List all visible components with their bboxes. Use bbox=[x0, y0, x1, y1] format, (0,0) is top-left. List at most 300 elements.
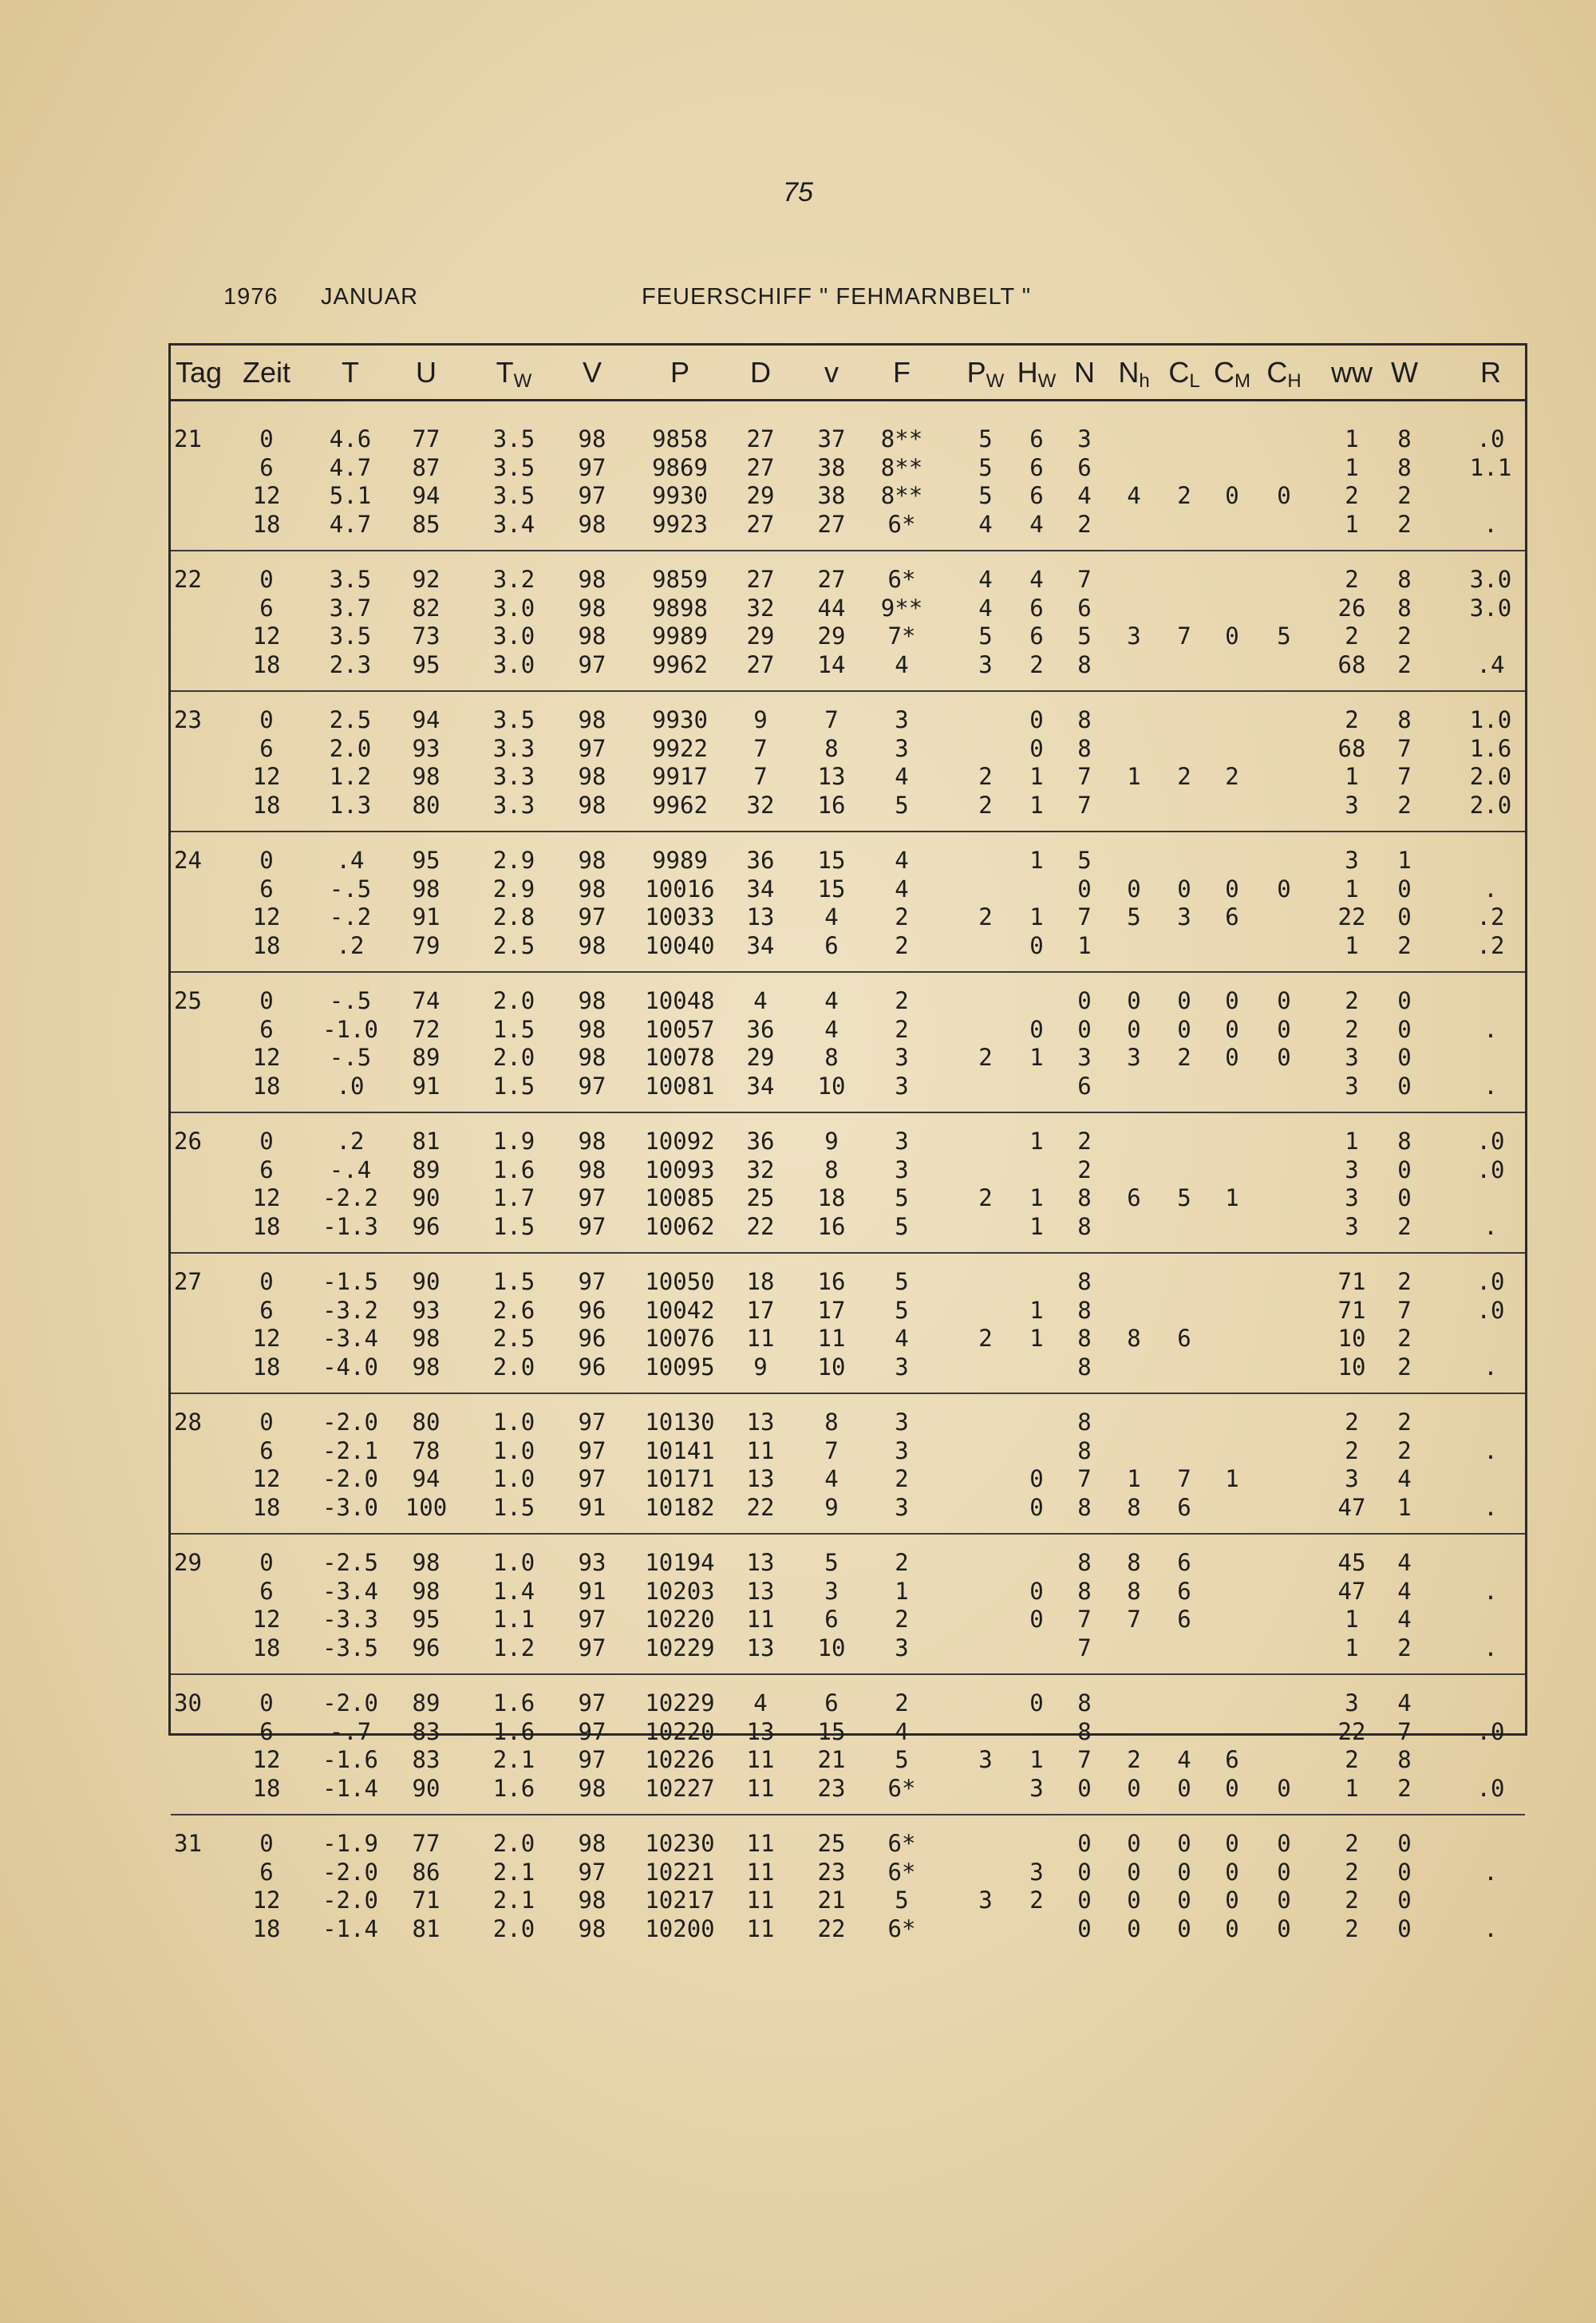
cell-W: 0 bbox=[1397, 1015, 1412, 1043]
day-tag: 30 bbox=[174, 1689, 202, 1717]
cell-T: -1.0 bbox=[322, 1015, 378, 1043]
cell-Nh: 8 bbox=[1127, 1493, 1141, 1521]
page-number: 75 bbox=[783, 177, 813, 207]
cell-P: 10171 bbox=[645, 1465, 715, 1492]
cell-U: 98 bbox=[412, 1549, 440, 1576]
cell-v: 8 bbox=[824, 1408, 839, 1436]
cell-W: 0 bbox=[1397, 1858, 1412, 1886]
cell-F: 2 bbox=[895, 1606, 909, 1633]
cell-P: 9930 bbox=[652, 482, 708, 509]
cell-N: 8 bbox=[1077, 706, 1092, 733]
cell-N: 0 bbox=[1077, 987, 1092, 1014]
cell-Tw: 1.5 bbox=[492, 1212, 535, 1240]
cell-v: 14 bbox=[817, 650, 846, 678]
cell-P: 10092 bbox=[645, 1128, 715, 1155]
cell-Hw: 1 bbox=[1029, 763, 1044, 790]
cell-Hw: 4 bbox=[1029, 566, 1044, 593]
cell-F: 4 bbox=[895, 875, 909, 903]
data-table bbox=[168, 343, 1527, 1942]
cell-V: 98 bbox=[578, 791, 606, 819]
cell-N: 6 bbox=[1077, 594, 1092, 622]
day-block-31 bbox=[171, 1830, 1525, 1970]
cell-R: 2.0 bbox=[1469, 763, 1512, 790]
cell-W: 0 bbox=[1397, 1184, 1412, 1211]
cell-N: 1 bbox=[1077, 931, 1092, 959]
cell-Hw: 1 bbox=[1029, 1325, 1044, 1352]
cell-T: -1.6 bbox=[322, 1746, 378, 1773]
cell-D: 27 bbox=[746, 510, 775, 538]
cell-CH: 0 bbox=[1277, 1914, 1291, 1942]
cell-V: 98 bbox=[578, 847, 606, 874]
header-zeit: Zeit bbox=[242, 356, 291, 389]
cell-v: 6 bbox=[824, 1689, 839, 1717]
cell-U: 80 bbox=[412, 791, 440, 819]
day-block-22 bbox=[171, 566, 1525, 706]
cell-CM: 6 bbox=[1225, 903, 1239, 930]
cell-P: 10048 bbox=[645, 987, 715, 1014]
cell-zeit: 18 bbox=[252, 650, 281, 678]
block-separator bbox=[171, 1814, 1525, 1815]
cell-T: -3.4 bbox=[322, 1325, 378, 1352]
cell-W: 4 bbox=[1397, 1577, 1412, 1605]
cell-v: 8 bbox=[824, 1044, 839, 1071]
cell-U: 80 bbox=[412, 1408, 440, 1436]
cell-T: -2.2 bbox=[322, 1184, 378, 1211]
cell-ww: 2 bbox=[1345, 1408, 1359, 1436]
cell-V: 97 bbox=[578, 1408, 606, 1436]
cell-W: 4 bbox=[1397, 1465, 1412, 1492]
cell-Nh: 0 bbox=[1127, 1886, 1141, 1914]
cell-v: 5 bbox=[824, 1549, 839, 1576]
cell-V: 98 bbox=[578, 1830, 606, 1857]
cell-V: 98 bbox=[578, 1156, 606, 1183]
cell-R: . bbox=[1483, 1858, 1498, 1886]
cell-zeit: 0 bbox=[259, 425, 274, 452]
cell-CM: 0 bbox=[1225, 875, 1239, 903]
cell-V: 97 bbox=[578, 482, 606, 509]
cell-N: 8 bbox=[1077, 1577, 1092, 1605]
block-separator bbox=[171, 1533, 1525, 1535]
cell-ww: 1 bbox=[1345, 1606, 1359, 1633]
block-separator bbox=[171, 1252, 1525, 1254]
cell-N: 6 bbox=[1077, 453, 1092, 481]
cell-N: 8 bbox=[1077, 1436, 1092, 1464]
cell-V: 97 bbox=[578, 1746, 606, 1773]
cell-W: 1 bbox=[1397, 1493, 1412, 1521]
cell-U: 82 bbox=[412, 594, 440, 622]
cell-V: 97 bbox=[578, 1606, 606, 1633]
cell-R: .0 bbox=[1476, 1128, 1505, 1155]
cell-Nh: 6 bbox=[1127, 1184, 1141, 1211]
cell-zeit: 18 bbox=[252, 1072, 281, 1100]
cell-N: 8 bbox=[1077, 1212, 1092, 1240]
cell-V: 98 bbox=[578, 1044, 606, 1071]
header-tag: Tag bbox=[175, 356, 223, 389]
cell-R: . bbox=[1483, 1015, 1498, 1043]
cell-V: 98 bbox=[578, 987, 606, 1014]
cell-W: 0 bbox=[1397, 903, 1412, 930]
cell-T: -2.0 bbox=[322, 1858, 378, 1886]
cell-N: 8 bbox=[1077, 1689, 1092, 1717]
cell-Tw: 2.0 bbox=[492, 987, 535, 1014]
cell-P: 10042 bbox=[645, 1296, 715, 1324]
cell-Pw: 4 bbox=[978, 566, 993, 593]
cell-Nh: 0 bbox=[1127, 1858, 1141, 1886]
cell-P: 10182 bbox=[645, 1493, 715, 1521]
cell-Nh: 0 bbox=[1127, 1830, 1141, 1857]
cell-W: 2 bbox=[1397, 1436, 1412, 1464]
cell-F: 6* bbox=[887, 1774, 916, 1802]
cell-Tw: 2.9 bbox=[492, 875, 535, 903]
cell-T: -.2 bbox=[329, 903, 372, 930]
cell-U: 71 bbox=[412, 1886, 440, 1914]
cell-Hw: 1 bbox=[1029, 791, 1044, 819]
day-block-26 bbox=[171, 1128, 1525, 1268]
cell-N: 7 bbox=[1077, 791, 1092, 819]
cell-T: -2.0 bbox=[322, 1408, 378, 1436]
cell-P: 10093 bbox=[645, 1156, 715, 1183]
cell-Nh: 0 bbox=[1127, 1914, 1141, 1942]
cell-ww: 2 bbox=[1345, 1858, 1359, 1886]
cell-F: 5 bbox=[895, 1268, 909, 1295]
cell-W: 2 bbox=[1397, 1408, 1412, 1436]
cell-zeit: 6 bbox=[259, 1858, 274, 1886]
cell-ww: 3 bbox=[1345, 847, 1359, 874]
cell-ww: 3 bbox=[1345, 1212, 1359, 1240]
cell-zeit: 6 bbox=[259, 1436, 274, 1464]
cell-U: 90 bbox=[412, 1774, 440, 1802]
cell-R: . bbox=[1483, 1072, 1498, 1100]
cell-CH: 0 bbox=[1277, 1044, 1291, 1071]
cell-W: 4 bbox=[1397, 1549, 1412, 1576]
cell-zeit: 6 bbox=[259, 1577, 274, 1605]
cell-ww: 2 bbox=[1345, 622, 1359, 650]
cell-W: 8 bbox=[1397, 425, 1412, 452]
cell-D: 13 bbox=[746, 1577, 775, 1605]
cell-ww: 71 bbox=[1337, 1296, 1366, 1324]
cell-F: 4 bbox=[895, 1325, 909, 1352]
block-separator bbox=[171, 550, 1525, 551]
cell-D: 34 bbox=[746, 875, 775, 903]
cell-V: 98 bbox=[578, 706, 606, 733]
cell-P: 9898 bbox=[652, 594, 708, 622]
cell-Tw: 2.1 bbox=[492, 1858, 535, 1886]
cell-T: -2.1 bbox=[322, 1436, 378, 1464]
cell-Tw: 1.6 bbox=[492, 1774, 535, 1802]
cell-V: 96 bbox=[578, 1296, 606, 1324]
cell-ww: 26 bbox=[1337, 594, 1366, 622]
cell-T: -2.5 bbox=[322, 1549, 378, 1576]
cell-P: 9930 bbox=[652, 706, 708, 733]
cell-Pw: 5 bbox=[978, 425, 993, 452]
cell-F: 2 bbox=[895, 931, 909, 959]
cell-N: 0 bbox=[1077, 1886, 1092, 1914]
cell-ww: 68 bbox=[1337, 650, 1366, 678]
cell-zeit: 18 bbox=[252, 1353, 281, 1381]
cell-zeit: 12 bbox=[252, 1325, 281, 1352]
cell-zeit: 12 bbox=[252, 1465, 281, 1492]
cell-U: 72 bbox=[412, 1015, 440, 1043]
cell-Tw: 3.0 bbox=[492, 622, 535, 650]
cell-CL: 6 bbox=[1177, 1577, 1191, 1605]
cell-P: 10130 bbox=[645, 1408, 715, 1436]
cell-ww: 2 bbox=[1345, 1886, 1359, 1914]
cell-U: 85 bbox=[412, 510, 440, 538]
cell-P: 10221 bbox=[645, 1858, 715, 1886]
cell-Nh: 0 bbox=[1127, 1015, 1141, 1043]
day-tag: 31 bbox=[174, 1830, 202, 1857]
cell-F: 3 bbox=[895, 706, 909, 733]
cell-P: 10194 bbox=[645, 1549, 715, 1576]
cell-D: 29 bbox=[746, 1044, 775, 1071]
cell-Hw: 1 bbox=[1029, 1296, 1044, 1324]
cell-R: .2 bbox=[1476, 903, 1505, 930]
cell-D: 34 bbox=[746, 931, 775, 959]
cell-W: 0 bbox=[1397, 987, 1412, 1014]
cell-F: 2 bbox=[895, 1689, 909, 1717]
cell-ww: 2 bbox=[1345, 1746, 1359, 1773]
cell-F: 6* bbox=[887, 1830, 916, 1857]
cell-T: -3.4 bbox=[322, 1577, 378, 1605]
cell-N: 3 bbox=[1077, 1044, 1092, 1071]
cell-D: 29 bbox=[746, 482, 775, 509]
cell-Tw: 2.9 bbox=[492, 847, 535, 874]
cell-Hw: 1 bbox=[1029, 1044, 1044, 1071]
cell-CH: 0 bbox=[1277, 1774, 1291, 1802]
cell-V: 98 bbox=[578, 1886, 606, 1914]
cell-U: 86 bbox=[412, 1858, 440, 1886]
cell-W: 0 bbox=[1397, 1830, 1412, 1857]
cell-P: 9989 bbox=[652, 847, 708, 874]
cell-N: 6 bbox=[1077, 1072, 1092, 1100]
cell-D: 9 bbox=[753, 1353, 768, 1381]
cell-N: 8 bbox=[1077, 1268, 1092, 1295]
cell-Tw: 1.9 bbox=[492, 1128, 535, 1155]
cell-Hw: 6 bbox=[1029, 482, 1044, 509]
cell-zeit: 0 bbox=[259, 1408, 274, 1436]
cell-zeit: 18 bbox=[252, 791, 281, 819]
cell-P: 9962 bbox=[652, 791, 708, 819]
cell-v: 9 bbox=[824, 1493, 839, 1521]
cell-V: 97 bbox=[578, 453, 606, 481]
cell-T: 1.3 bbox=[329, 791, 372, 819]
cell-R: 1.1 bbox=[1469, 453, 1512, 481]
cell-V: 98 bbox=[578, 1128, 606, 1155]
day-block-29 bbox=[171, 1549, 1525, 1689]
cell-Hw: 0 bbox=[1029, 931, 1044, 959]
cell-U: 77 bbox=[412, 1830, 440, 1857]
cell-Tw: 3.2 bbox=[492, 566, 535, 593]
cell-CL: 7 bbox=[1177, 1465, 1191, 1492]
cell-ww: 3 bbox=[1345, 1689, 1359, 1717]
cell-D: 9 bbox=[753, 706, 768, 733]
cell-F: 6* bbox=[887, 566, 916, 593]
header-ww: ww bbox=[1331, 356, 1373, 389]
cell-Nh: 3 bbox=[1127, 1044, 1141, 1071]
cell-v: 8 bbox=[824, 734, 839, 762]
cell-Tw: 3.4 bbox=[492, 510, 535, 538]
header-CH: $C_H$ bbox=[1266, 356, 1302, 392]
cell-Nh: 2 bbox=[1127, 1746, 1141, 1773]
cell-P: 10229 bbox=[645, 1634, 715, 1661]
block-separator bbox=[171, 831, 1525, 832]
cell-N: 2 bbox=[1077, 510, 1092, 538]
cell-N: 3 bbox=[1077, 425, 1092, 452]
cell-F: 5 bbox=[895, 1746, 909, 1773]
cell-D: 32 bbox=[746, 1156, 775, 1183]
cell-v: 7 bbox=[824, 706, 839, 733]
cell-P: 9989 bbox=[652, 622, 708, 650]
cell-N: 8 bbox=[1077, 650, 1092, 678]
cell-ww: 47 bbox=[1337, 1577, 1366, 1605]
cell-CM: 0 bbox=[1225, 1858, 1239, 1886]
cell-CL: 2 bbox=[1177, 482, 1191, 509]
cell-N: 0 bbox=[1077, 1774, 1092, 1802]
cell-F: 4 bbox=[895, 847, 909, 874]
cell-T: -1.4 bbox=[322, 1774, 378, 1802]
day-block-30 bbox=[171, 1689, 1525, 1830]
cell-W: 2 bbox=[1397, 1325, 1412, 1352]
cell-v: 44 bbox=[817, 594, 846, 622]
cell-Hw: 4 bbox=[1029, 510, 1044, 538]
cell-v: 16 bbox=[817, 1212, 846, 1240]
cell-ww: 1 bbox=[1345, 763, 1359, 790]
cell-U: 81 bbox=[412, 1128, 440, 1155]
cell-R: 3.0 bbox=[1469, 594, 1512, 622]
cell-P: 10095 bbox=[645, 1353, 715, 1381]
cell-zeit: 12 bbox=[252, 763, 281, 790]
cell-CM: 0 bbox=[1225, 482, 1239, 509]
cell-zeit: 0 bbox=[259, 1268, 274, 1295]
cell-v: 9 bbox=[824, 1128, 839, 1155]
cell-ww: 47 bbox=[1337, 1493, 1366, 1521]
cell-ww: 3 bbox=[1345, 1184, 1359, 1211]
cell-U: 79 bbox=[412, 931, 440, 959]
cell-F: 5 bbox=[895, 1212, 909, 1240]
cell-Tw: 2.1 bbox=[492, 1746, 535, 1773]
cell-W: 7 bbox=[1397, 734, 1412, 762]
cell-W: 8 bbox=[1397, 594, 1412, 622]
cell-U: 94 bbox=[412, 482, 440, 509]
cell-zeit: 18 bbox=[252, 1914, 281, 1942]
cell-W: 2 bbox=[1397, 1774, 1412, 1802]
cell-U: 92 bbox=[412, 566, 440, 593]
cell-V: 93 bbox=[578, 1549, 606, 1576]
cell-CM: 2 bbox=[1225, 763, 1239, 790]
cell-D: 11 bbox=[746, 1606, 775, 1633]
cell-Tw: 1.0 bbox=[492, 1436, 535, 1464]
cell-U: 87 bbox=[412, 453, 440, 481]
cell-D: 32 bbox=[746, 791, 775, 819]
cell-CH: 0 bbox=[1277, 1015, 1291, 1043]
cell-v: 38 bbox=[817, 482, 846, 509]
cell-Nh: 0 bbox=[1127, 987, 1141, 1014]
cell-P: 9917 bbox=[652, 763, 708, 790]
cell-R: .0 bbox=[1476, 1717, 1505, 1745]
cell-P: 10085 bbox=[645, 1184, 715, 1211]
cell-T: 3.5 bbox=[329, 622, 372, 650]
cell-ww: 2 bbox=[1345, 706, 1359, 733]
cell-R: 1.6 bbox=[1469, 734, 1512, 762]
cell-D: 27 bbox=[746, 566, 775, 593]
cell-N: 8 bbox=[1077, 1408, 1092, 1436]
cell-Tw: 2.5 bbox=[492, 931, 535, 959]
cell-Hw: 1 bbox=[1029, 903, 1044, 930]
cell-CL: 0 bbox=[1177, 1886, 1191, 1914]
header-R: R bbox=[1480, 356, 1501, 389]
cell-CM: 6 bbox=[1225, 1746, 1239, 1773]
cell-R: .4 bbox=[1476, 650, 1505, 678]
cell-N: 7 bbox=[1077, 566, 1092, 593]
cell-U: 91 bbox=[412, 903, 440, 930]
day-block-27 bbox=[171, 1268, 1525, 1408]
cell-Tw: 3.3 bbox=[492, 763, 535, 790]
cell-V: 97 bbox=[578, 1689, 606, 1717]
cell-F: 5 bbox=[895, 1886, 909, 1914]
cell-v: 7 bbox=[824, 1436, 839, 1464]
cell-Tw: 1.5 bbox=[492, 1493, 535, 1521]
cell-V: 97 bbox=[578, 1858, 606, 1886]
cell-v: 15 bbox=[817, 847, 846, 874]
cell-Nh: 8 bbox=[1127, 1577, 1141, 1605]
cell-Hw: 1 bbox=[1029, 1212, 1044, 1240]
cell-zeit: 12 bbox=[252, 622, 281, 650]
cell-Hw: 2 bbox=[1029, 1886, 1044, 1914]
cell-D: 11 bbox=[746, 1830, 775, 1857]
header-Hw: $H_W$ bbox=[1017, 356, 1057, 392]
day-tag: 27 bbox=[174, 1268, 202, 1295]
cell-W: 0 bbox=[1397, 1914, 1412, 1942]
cell-F: 2 bbox=[895, 903, 909, 930]
day-tag: 24 bbox=[174, 847, 202, 874]
cell-v: 22 bbox=[817, 1914, 846, 1942]
cell-Hw: 2 bbox=[1029, 650, 1044, 678]
cell-Tw: 1.0 bbox=[492, 1549, 535, 1576]
day-tag: 22 bbox=[174, 566, 202, 593]
cell-Pw: 2 bbox=[978, 791, 993, 819]
cell-N: 5 bbox=[1077, 847, 1092, 874]
header-N: N bbox=[1074, 356, 1095, 389]
cell-V: 96 bbox=[578, 1353, 606, 1381]
cell-P: 10203 bbox=[645, 1577, 715, 1605]
cell-F: 3 bbox=[895, 734, 909, 762]
cell-Hw: 0 bbox=[1029, 1606, 1044, 1633]
cell-ww: 2 bbox=[1345, 566, 1359, 593]
day-block-21 bbox=[171, 425, 1525, 566]
block-separator bbox=[171, 1112, 1525, 1113]
cell-U: 94 bbox=[412, 706, 440, 733]
cell-F: 2 bbox=[895, 1015, 909, 1043]
cell-W: 0 bbox=[1397, 1072, 1412, 1100]
cell-N: 0 bbox=[1077, 875, 1092, 903]
cell-U: 98 bbox=[412, 1325, 440, 1352]
cell-Tw: 3.3 bbox=[492, 734, 535, 762]
cell-P: 10229 bbox=[645, 1689, 715, 1717]
cell-U: 98 bbox=[412, 1577, 440, 1605]
cell-D: 27 bbox=[746, 650, 775, 678]
cell-Hw: 6 bbox=[1029, 594, 1044, 622]
cell-CH: 0 bbox=[1277, 1858, 1291, 1886]
cell-Tw: 1.6 bbox=[492, 1717, 535, 1745]
cell-U: 73 bbox=[412, 622, 440, 650]
cell-D: 17 bbox=[746, 1296, 775, 1324]
cell-v: 37 bbox=[817, 425, 846, 452]
cell-N: 0 bbox=[1077, 1015, 1092, 1043]
cell-F: 4 bbox=[895, 763, 909, 790]
cell-U: 90 bbox=[412, 1184, 440, 1211]
cell-P: 10078 bbox=[645, 1044, 715, 1071]
cell-F: 5 bbox=[895, 791, 909, 819]
